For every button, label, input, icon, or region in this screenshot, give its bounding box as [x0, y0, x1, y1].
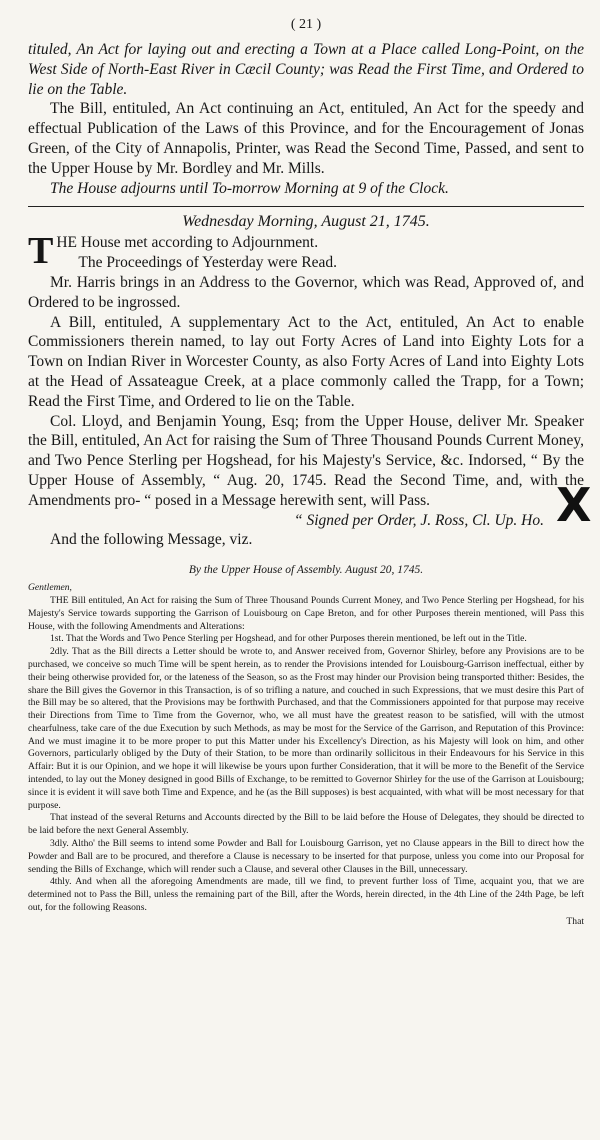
- paragraph: 1st. That the Words and Two Pence Sterling per Hogshead, and for other Purposes therein mentioned, be left out in the Title.: [50, 633, 527, 645]
- page-number: ( 21 ): [290, 17, 322, 32]
- document-page: [28, 0, 584, 1140]
- paragraph-text: HE House met according to Adjournment.: [56, 234, 319, 252]
- paragraph: tituled, An Act for laying out and erecting a Town at a Place called Long-Point, on the West Side of North-East River in Cæcil County; was Read the First Time, and Ordered to lie on the Table.: [28, 41, 584, 98]
- signature-line: “ Signed per Order, J. Ross, Cl. Up. Ho.: [293, 511, 544, 529]
- paragraph: Mr. Harris brings in an Address to the Governor, which was Read, Approved of, and Ordered to be ingrossed.: [28, 273, 584, 311]
- paragraph: A Bill, entituled, A supplementary Act to the Act, entituled, An Act to enable Commissioners therein named, to lay out Forty Acres of Land into Eighty Lots for a Town on Indian River in Worcester County, as also Forty Acres of Land into Eighty Lots at the Head of Assateague Creek, at a place commonly called the Trapp, for a Town; Read the First Time, and Ordered to lie on the Table.: [28, 313, 584, 410]
- paragraph: The Proceedings of Yesterday were Read.: [78, 254, 338, 272]
- session-section: [28, 213, 584, 550]
- message-body: [28, 582, 584, 929]
- catchword: That: [566, 915, 584, 927]
- paragraph: 3dly. Altho' the Bill seems to intend some Powder and Ball for Louisbourg Garrison, yet no Clause appears in the Bill to direct how the Powder and Ball are to be procured, and therefore a Clause is necessary to be inserted for that purpose, unless you come into our Proposal for sending the Bills of Exchange, which will render such a Clause, and several other Clauses in the Bill, unnecessary.: [28, 838, 584, 875]
- paragraph: That instead of the several Returns and Accounts directed by the Bill to be laid before the House of Delegates, they should be directed to be laid before the next General Assembly.: [28, 812, 584, 837]
- paragraph: And the following Message, viz.: [50, 531, 253, 549]
- paragraph: 4thly. And when all the aforegoing Amendments are made, till we find, to prevent further loss of Time, acquaint you, that we are determined not to Pass the Bill, unless the remaining part of the Bill, after the Words, herein directed, in the 4th Line of the 24th Page, be left out, for the following Reasons.: [28, 876, 584, 914]
- top-section: [28, 40, 584, 198]
- session-date: Wednesday Morning, August 21, 1745.: [182, 213, 430, 231]
- drop-cap: T: [28, 230, 54, 273]
- paragraph: 2dly. That as the Bill directs a Letter should be wrote to, and Answer received from, Governor Shirley, before any Provisions are to be purchased, we conceive so much Time will be spent herein, as to render the Provisions intended for Louisbourg-Garrison ineffectual, either by their being otherwise provided for, or the lateness of the Season, so as the Frost may hinder our Provision being transported thither: Besides, the share the Bill gives the Governor in this Transaction, is of so trifling a nature, and couched in such Expressions, that we must desire this Part of the Bill may be so altered, that the Provisions may be forthwith Purchased, and that the Commissioners appointed for that purpose may receive their Directions from Time to Time from the Governor, who, we all must have the greatest reason to be satisfied, will with the utmost chearfulness, take care of the due Execution by such Methods, as may be most for the Service of the Garrison, and Reputation of this Province: And we must imagine it to be more proper to put this Matter under his Excellency's Direction, as his Majesty will look on him, and other Governors, particularly obliged by the Duty of their Station, to be more than ordinarily sollicitous in their Endeavours for his Service in this Affair: But it is our Opinion, and we hope it will likewise be yours upon further Consideration, that it will be more to the Benefit of the Service intended, to lay out the Money designed in good Bills of Exchange, to be remitted to Governor Shirley for the use of the Garrison at Louisbourg; since it is evident it will save both Time and Expence, and he (as the Bill supposes) is best acquainted, with what will be most necessary for that purpose.: [28, 646, 584, 811]
- message-heading: By the Upper House of Assembly. August 20, 1745.: [188, 564, 424, 577]
- section-divider: [28, 206, 584, 207]
- paragraph: The Bill, entituled, An Act continuing an Act, entituled, An Act for the speedy and effectual Publication of the Laws of this Province, and for the Encouragement of Jonas Green, of the City of Annapolis, Printer, was Read the Second Time, Passed, and sent to the Upper House by Mr. Bordley and Mr. Mills.: [28, 100, 584, 177]
- paragraph: Col. Lloyd, and Benjamin Young, Esq; from the Upper House, deliver Mr. Speaker the Bill, entituled, An Act for raising the Sum of Three Thousand Pounds Current Money, and Two Pence Sterling per Hogshead, for his Majesty's Service, &c. Indorsed, “ By the Upper House of Assembly, “ Aug. 20, 1745. Read the Second Time, and, with the Amendments pro- “ posed in a Message herewith sent, will Pass.: [28, 412, 584, 509]
- salutation: Gentlemen,: [28, 582, 72, 594]
- paragraph: THE Bill entituled, An Act for raising the Sum of Three Thousand Pounds Current Money, and Two Pence Sterling per Hogshead, for his Majesty's Service towards supporting the Garrison of Louisbourg on Cape Breton, and for other Purposes therein mentioned, will Pass this House, with the following Amendments and Alterations:: [28, 594, 584, 632]
- adjournment-note: The House adjourns until To-morrow Morning at 9 of the Clock.: [50, 179, 449, 197]
- margin-x-mark: X: [556, 478, 592, 532]
